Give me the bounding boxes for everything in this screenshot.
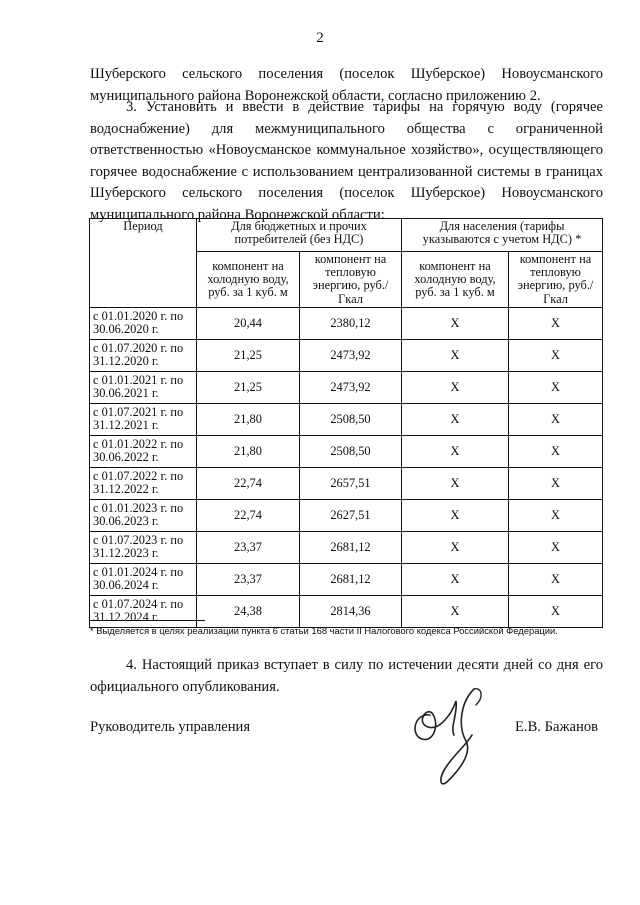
header-budget-cold-water: компонент на холодную воду, руб. за 1 куб. м bbox=[197, 252, 300, 308]
period-cell: с 01.01.2021 г. по 30.06.2021 г. bbox=[90, 371, 197, 403]
cold-water-cell: 21,80 bbox=[197, 403, 300, 435]
population-cold-water-cell: Х bbox=[402, 339, 509, 371]
cold-water-cell: 24,38 bbox=[197, 595, 300, 627]
period-cell: с 01.01.2024 г. по 30.06.2024 г. bbox=[90, 563, 197, 595]
heat-energy-cell: 2380,12 bbox=[300, 307, 402, 339]
table-row bbox=[90, 563, 603, 595]
table-row bbox=[90, 531, 603, 563]
population-heat-cell: Х bbox=[509, 563, 603, 595]
header-budget-group: Для бюджетных и прочих потребителей (без НДС) bbox=[197, 219, 402, 252]
heat-energy-cell: 2508,50 bbox=[300, 403, 402, 435]
heat-energy-cell: 2473,92 bbox=[300, 339, 402, 371]
cold-water-cell: 23,37 bbox=[197, 531, 300, 563]
population-heat-cell: Х bbox=[509, 403, 603, 435]
population-heat-cell: Х bbox=[509, 467, 603, 499]
table-row bbox=[90, 595, 603, 627]
period-cell: с 01.07.2021 г. по 31.12.2021 г. bbox=[90, 403, 197, 435]
period-cell: с 01.07.2023 г. по 31.12.2023 г. bbox=[90, 531, 197, 563]
population-cold-water-cell: Х bbox=[402, 435, 509, 467]
cold-water-cell: 21,80 bbox=[197, 435, 300, 467]
population-heat-cell: Х bbox=[509, 531, 603, 563]
cold-water-cell: 22,74 bbox=[197, 499, 300, 531]
tariff-table bbox=[89, 218, 603, 628]
signer-name: Е.В. Бажанов bbox=[515, 719, 599, 735]
tariff-table-body bbox=[90, 307, 603, 627]
paragraph-continuation: Шуберского сельского поселения (поселок Шуберское) Новоусманского муниципального района Воронежской области, согласно приложению 2. bbox=[90, 66, 603, 104]
period-cell: с 01.01.2022 г. по 30.06.2022 г. bbox=[90, 435, 197, 467]
population-cold-water-cell: Х bbox=[402, 403, 509, 435]
cold-water-cell: 23,37 bbox=[197, 563, 300, 595]
period-cell: с 01.07.2022 г. по 31.12.2022 г. bbox=[90, 467, 197, 499]
table-row bbox=[90, 467, 603, 499]
heat-energy-cell: 2681,12 bbox=[300, 531, 402, 563]
heat-energy-cell: 2681,12 bbox=[300, 563, 402, 595]
population-cold-water-cell: Х bbox=[402, 467, 509, 499]
header-period: Период bbox=[90, 219, 197, 308]
table-row bbox=[90, 339, 603, 371]
population-cold-water-cell: Х bbox=[402, 531, 509, 563]
paragraph-item-3: 3. Установить и ввести в действие тарифы на горячую воду (горячее водоснабжение) для межмуниципального общества с ограниченной ответственностью «Новоусманское коммунальное хозяйство», осуществляющего горячее водоснабжение с использованием централизованной системы в границах Шуберского сельского поселения (поселок Шуберское) Новоусманского муниципального района Воронежской области: bbox=[90, 99, 603, 223]
cold-water-cell: 20,44 bbox=[197, 307, 300, 339]
signer-title: Руководитель управления bbox=[90, 719, 251, 735]
footnote: * Выделяется в целях реализации пункта 6 статьи 168 части II Налогового кодекса Российской Федерации. bbox=[90, 625, 558, 636]
table-row bbox=[90, 371, 603, 403]
population-heat-cell: Х bbox=[509, 371, 603, 403]
period-cell: с 01.01.2020 г. по 30.06.2020 г. bbox=[90, 307, 197, 339]
page-number: 2 bbox=[316, 30, 324, 46]
cold-water-cell: 21,25 bbox=[197, 339, 300, 371]
population-cold-water-cell: Х bbox=[402, 371, 509, 403]
handwritten-signature bbox=[400, 683, 510, 793]
heat-energy-cell: 2508,50 bbox=[300, 435, 402, 467]
population-cold-water-cell: Х bbox=[402, 563, 509, 595]
population-heat-cell: Х bbox=[509, 595, 603, 627]
population-cold-water-cell: Х bbox=[402, 595, 509, 627]
population-heat-cell: Х bbox=[509, 435, 603, 467]
period-cell: с 01.07.2020 г. по 31.12.2020 г. bbox=[90, 339, 197, 371]
heat-energy-cell: 2473,92 bbox=[300, 371, 402, 403]
cold-water-cell: 21,25 bbox=[197, 371, 300, 403]
header-population-group: Для населения (тарифы указываются с учетом НДС) * bbox=[402, 219, 603, 252]
population-heat-cell: Х bbox=[509, 499, 603, 531]
tariff-table-container bbox=[89, 218, 603, 628]
table-row bbox=[90, 307, 603, 339]
header-population-cold-water: компонент на холодную воду, руб. за 1 куб. м bbox=[402, 252, 509, 308]
cold-water-cell: 22,74 bbox=[197, 467, 300, 499]
population-heat-cell: Х bbox=[509, 339, 603, 371]
heat-energy-cell: 2657,51 bbox=[300, 467, 402, 499]
table-row bbox=[90, 403, 603, 435]
population-heat-cell: Х bbox=[509, 307, 603, 339]
heat-energy-cell: 2814,36 bbox=[300, 595, 402, 627]
paragraph-item-4: 4. Настоящий приказ вступает в силу по истечении десяти дней со дня его официального опубликования. bbox=[90, 657, 603, 695]
header-budget-heat: компонент на тепловую энергию, руб./Гкал bbox=[300, 252, 402, 308]
table-row bbox=[90, 435, 603, 467]
period-cell: с 01.01.2023 г. по 30.06.2023 г. bbox=[90, 499, 197, 531]
heat-energy-cell: 2627,51 bbox=[300, 499, 402, 531]
header-population-heat: компонент на тепловую энергию, руб./Гкал bbox=[509, 252, 603, 308]
footnote-divider bbox=[90, 620, 205, 621]
period-cell: с 01.07.2024 г. по 31.12.2024 г. bbox=[90, 595, 197, 627]
population-cold-water-cell: Х bbox=[402, 499, 509, 531]
population-cold-water-cell: Х bbox=[402, 307, 509, 339]
table-row bbox=[90, 499, 603, 531]
